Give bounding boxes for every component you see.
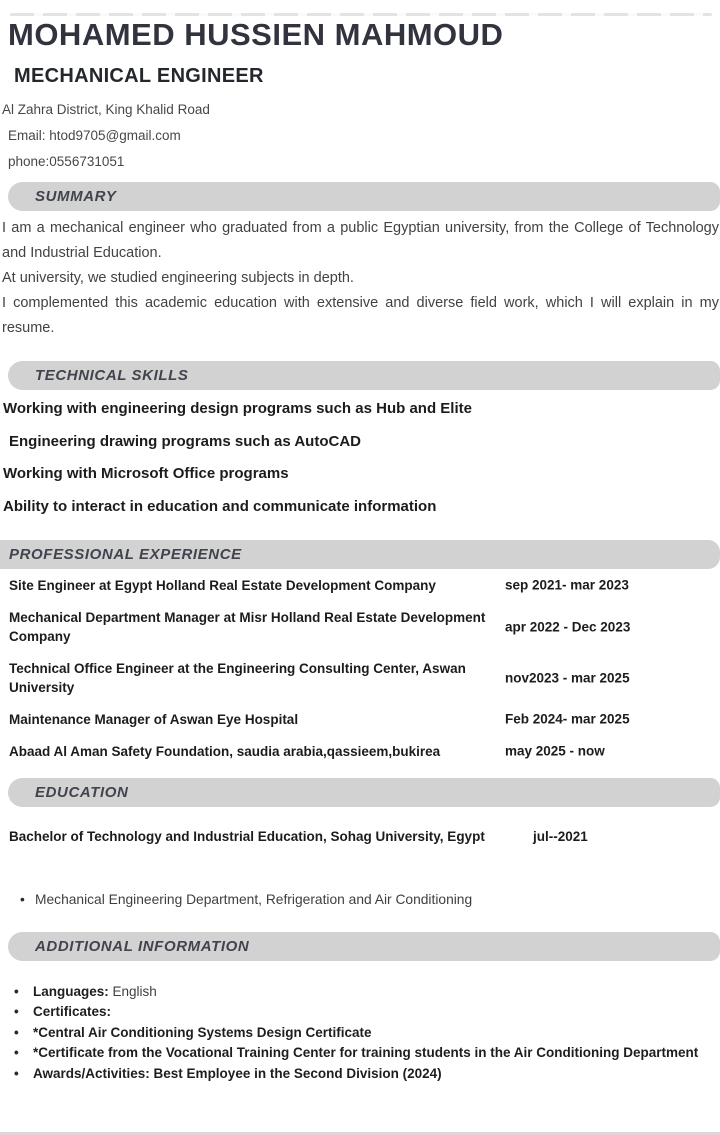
email-line: Email: htod9705@gmail.com	[8, 128, 181, 143]
candidate-name: MOHAMED HUSSIEN MAHMOUD	[8, 17, 504, 52]
experience-date: Feb 2024- mar 2025	[505, 711, 630, 727]
summary-text-block	[0, 216, 720, 341]
item-label: *Central Air Conditioning Systems Design Certificate	[33, 1024, 372, 1040]
additional-info-list	[0, 982, 720, 1085]
experience-row	[0, 710, 720, 729]
additional-info-item	[14, 1002, 720, 1023]
experience-date: apr 2022 - Dec 2023	[505, 619, 631, 634]
experience-title: Technical Office Engineer at the Engineering Consulting Center, Aswan University	[9, 660, 466, 695]
experience-row	[0, 659, 720, 697]
skill-item: Engineering drawing programs such as AutoCAD	[9, 432, 361, 450]
summary-paragraph: I complemented this academic education with extensive and diverse field work, which I will explain in my resume.	[2, 295, 719, 336]
section-heading-professional-experience: PROFESSIONAL EXPERIENCE	[9, 545, 242, 563]
item-text: English	[108, 983, 157, 999]
section-bar-summary	[8, 182, 720, 211]
section-heading-additional-information: ADDITIONAL INFORMATION	[35, 937, 250, 955]
phone-line: phone:0556731051	[8, 154, 125, 169]
item-label: Awards/Activities: Best Employee in the Second Division (2024)	[33, 1065, 442, 1081]
scan-artifact-line	[10, 13, 712, 16]
education-detail-list	[0, 890, 720, 909]
experience-title: Mechanical Department Manager at Misr Holland Real Estate Development Company	[9, 609, 486, 644]
section-heading-technical-skills: TECHNICAL SKILLS	[35, 367, 189, 384]
job-title: MECHANICAL ENGINEER	[14, 65, 264, 87]
skills-list	[0, 401, 720, 515]
education-date: jul--2021	[533, 828, 588, 844]
address-line: Al Zahra District, King Khalid Road	[2, 102, 210, 117]
additional-info-item	[14, 1023, 720, 1044]
section-bar-professional-experience	[0, 540, 720, 569]
experience-list	[0, 576, 720, 761]
section-bar-additional-information	[8, 932, 720, 961]
item-label: Certificates:	[33, 1004, 112, 1019]
experience-title: Abaad Al Aman Safety Foundation, saudia arabia,qassieem,bukirea	[9, 743, 441, 759]
education-detail-item: • Mechanical Engineering Department, Refrigeration and Air Conditioning	[20, 890, 720, 909]
section-heading-education: EDUCATION	[35, 783, 129, 801]
section-bar-education	[8, 778, 720, 807]
experience-date: nov2023 - mar 2025	[505, 670, 630, 685]
additional-info-item	[14, 1043, 720, 1064]
summary-paragraph: I am a mechanical engineer who graduated from a public Egyptian university, from the College of Technology and Industrial Education.	[2, 220, 719, 261]
item-label: *Certificate from the Vocational Training Center for training students in the Air Conditioning Department	[33, 1045, 699, 1060]
additional-info-item	[14, 982, 720, 1003]
experience-date: may 2025 - now	[505, 743, 605, 759]
experience-row	[0, 608, 720, 646]
skill-item: Working with Microsoft Office programs	[3, 465, 289, 482]
summary-paragraph: At university, we studied engineering subjects in depth.	[2, 270, 354, 286]
section-bar-technical-skills	[8, 361, 720, 390]
experience-date: sep 2021- mar 2023	[505, 577, 629, 593]
section-heading-summary: SUMMARY	[35, 188, 117, 205]
education-row	[0, 826, 720, 848]
skill-item: Ability to interact in education and communicate information	[3, 497, 437, 515]
experience-title: Maintenance Manager of Aswan Eye Hospital	[9, 711, 299, 727]
additional-info-item	[14, 1064, 720, 1085]
item-label: Languages:	[33, 983, 109, 999]
experience-row	[0, 742, 720, 761]
skill-item: Working with engineering design programs such as Hub and Elite	[3, 400, 472, 417]
experience-row	[0, 576, 720, 595]
education-degree: Bachelor of Technology and Industrial Education, Sohag University, Egypt	[9, 828, 485, 844]
experience-title: Site Engineer at Egypt Holland Real Estate Development Company	[9, 577, 436, 593]
